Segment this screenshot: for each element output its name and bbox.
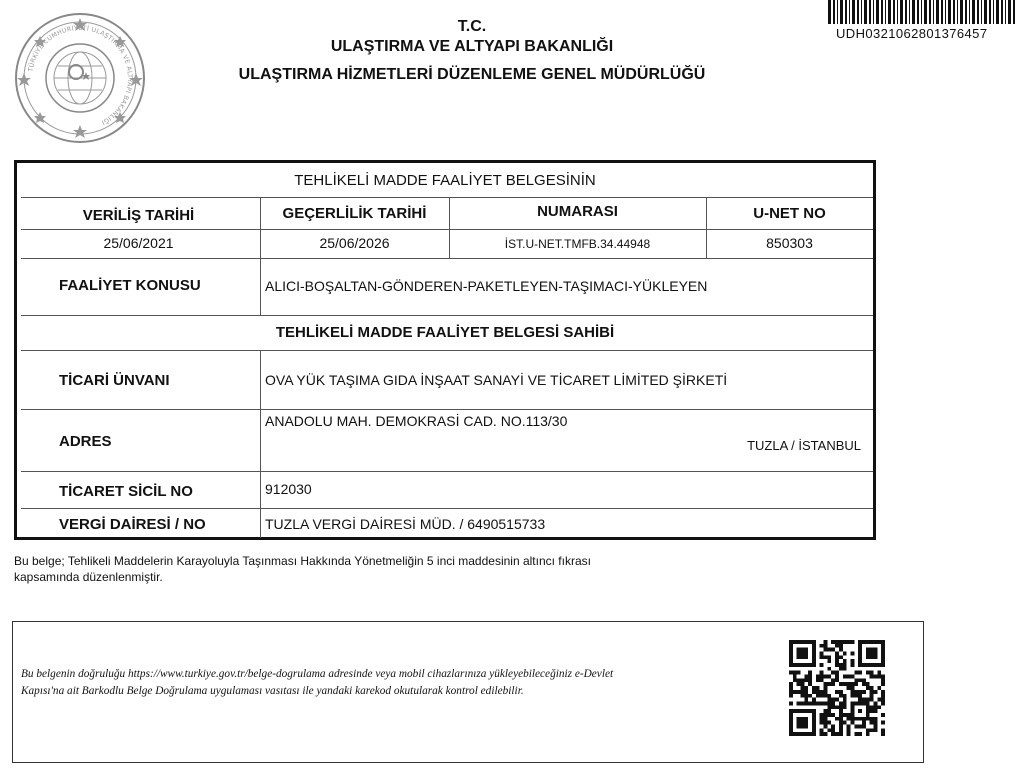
registry-label: TİCARET SİCİL NO: [59, 483, 193, 500]
validity-date-value: 25/06/2026: [319, 235, 390, 251]
holder-title: TEHLİKELİ MADDE FAALİYET BELGESİ SAHİBİ: [275, 324, 615, 341]
address-city: TUZLA / İSTANBUL: [747, 438, 861, 453]
barcode: [826, 0, 1016, 24]
header-tc: T.C.: [457, 18, 487, 35]
verification-text: [21, 666, 761, 700]
certificate-title: TEHLİKELİ MADDE FAALİYET BELGESİNİN: [294, 172, 596, 189]
trade-name-value: OVA YÜK TAŞIMA GIDA İNŞAAT SANAYİ VE TİCARET LİMİTED ŞİRKETİ: [265, 372, 728, 388]
verification-line1: Bu belgenin doğruluğu https://www.turkiye.gov.tr/belge-dogrulama adresinde veya mobil cihazlarınıza yükleyebileceğiniz e-Devlet: [21, 668, 614, 680]
col-header-unet-no: U-NET NO: [753, 205, 826, 222]
tax-value: TUZLA VERGİ DAİRESİ MÜD. / 6490515733: [265, 516, 546, 532]
header-directorate: ULAŞTIRMA HİZMETLERİ DÜZENLEME GENEL MÜDÜRLÜĞÜ: [238, 66, 706, 83]
address-label: ADRES: [59, 433, 112, 450]
legal-note-line2: kapsamında düzenlenmiştir.: [14, 570, 163, 584]
col-header-validity-date: GEÇERLİLİK TARİHİ: [282, 205, 427, 222]
registry-value: 912030: [265, 481, 312, 497]
activity-value: ALICI-BOŞALTAN-GÖNDEREN-PAKETLEYEN-TAŞIMACI-YÜKLEYEN: [265, 278, 708, 294]
unet-no-value: 850303: [766, 235, 813, 251]
certificate-number-value: İST.U-NET.TMFB.34.44948: [504, 237, 651, 251]
activity-label: FAALİYET KONUSU: [59, 277, 201, 294]
tax-label: VERGİ DAİRESİ / NO: [59, 516, 206, 533]
barcode-number: UDH0321062801376457: [836, 26, 988, 41]
verification-box: [12, 621, 924, 763]
address-line1: ANADOLU MAH. DEMOKRASİ CAD. NO.113/30: [265, 413, 568, 429]
verification-line2: Kapısı'na ait Barkodlu Belge Doğrulama uygulaması vasıtası ile yandaki karekod okutularak kontrol edilebilir.: [21, 685, 524, 697]
col-header-number: NUMARASI: [537, 203, 618, 220]
seal-text: TÜRKİYE CUMHURİYETİ ULAŞTIRMA VE ALTYAPI BAKANLIĞI: [27, 24, 134, 126]
legal-note: [14, 553, 714, 585]
trade-name-label: TİCARİ ÜNVANI: [59, 372, 170, 389]
header-ministry: ULAŞTIRMA VE ALTYAPI BAKANLIĞI: [330, 38, 614, 55]
issue-date-value: 25/06/2021: [103, 235, 174, 251]
legal-note-line1: Bu belge; Tehlikeli Maddelerin Karayoluyla Taşınması Hakkında Yönetmeliğin 5 inci maddesinin altıncı fıkrası: [14, 554, 591, 568]
col-header-issue-date: VERİLİŞ TARİHİ: [82, 207, 195, 224]
certificate-table: [14, 160, 876, 540]
qr-code[interactable]: [789, 640, 885, 736]
